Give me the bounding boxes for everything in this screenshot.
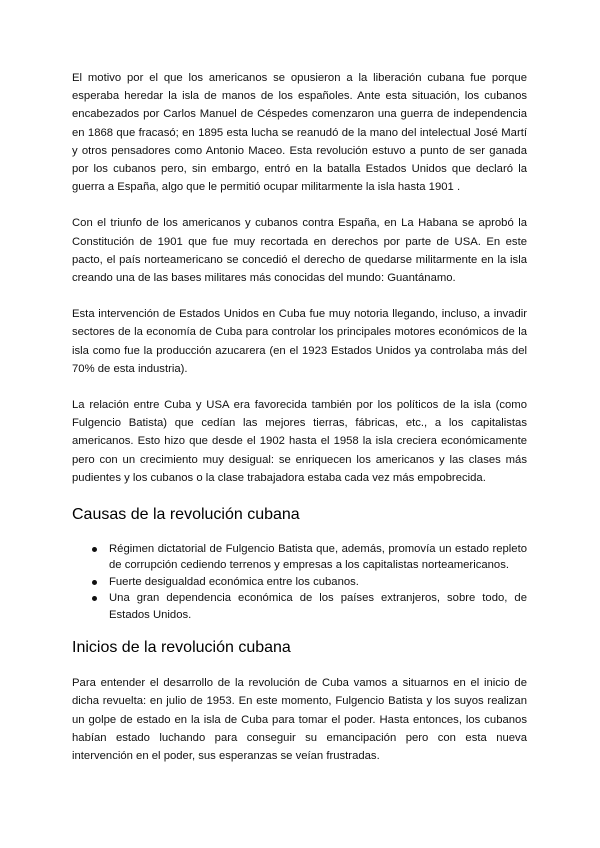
paragraph-cuba-usa-relation: La relación entre Cuba y USA era favorecida también por los políticos de la isla (como Fulgencio Batista) que cedían las mejores tierras, fábricas, etc., a los capitalistas americanos. Esto hizo que desde el 1902 hasta el 1958 la isla creciera económicamente pero con un crecimiento muy desigual: se enriquecen los americanos y las clases más pudientes y los cubanos o la clase trabajadora estaba cada vez más empobrecida.	[72, 399, 527, 484]
paragraph-inicios: Para entender el desarrollo de la revolución de Cuba vamos a situarnos en el inicio de dicha revuelta: en julio de 1953. En este momento, Fulgencio Batista y los suyos realizan un golpe de estado en la isla de Cuba para tomar el poder. Hasta entonces, los cubanos habían estado luchando para conseguir su emancipación pero con esta nueva intervención en el poder, sus esperanzas se veían frustradas.	[72, 677, 527, 762]
list-item	[96, 574, 527, 590]
list-item-text: Fuerte desigualdad económica entre los cubanos.	[109, 575, 359, 588]
list-item	[96, 590, 527, 623]
heading-causes: Causas de la revolución cubana	[72, 506, 300, 524]
document-page	[72, 69, 527, 765]
paragraph-constitution-1901: Con el triunfo de los americanos y cubanos contra España, en La Habana se aprobó la Constitución de 1901 que fue muy recortada en derechos por parte de USA. En este pacto, el país norteamericano se concedió el derecho de quedarse militarmente en la isla creando una de las bases militares más conocidas del mundo: Guantánamo.	[72, 217, 527, 285]
bullet-icon	[92, 547, 97, 552]
paragraph-us-intervention: Esta intervención de Estados Unidos en Cuba fue muy notoria llegando, incluso, a invadir sectores de la economía de Cuba para controlar los principales motores económicos de la isla como fue la producción azucarera (en el 1923 Estados Unidos ya controlaba más del 70% de esta industria).	[72, 308, 527, 375]
list-item-text: Régimen dictatorial de Fulgencio Batista que, además, promovía un estado repleto de corrupción cediendo terrenos y empresas a los capitalistas norteamericanos.	[109, 543, 527, 572]
bullet-icon	[92, 580, 97, 585]
heading-inicios: Inicios de la revolución cubana	[72, 639, 291, 657]
list-item	[96, 541, 527, 574]
bullet-icon	[92, 596, 97, 601]
paragraph-us-opposition: El motivo por el que los americanos se opusieron a la liberación cubana fue porque esperaba heredar la isla de manos de los españoles. Ante esta situación, los cubanos encabezados por Carlos Manuel de Céspedes comenzaron una guerra de independencia en 1868 que fracasó; en 1895 esta lucha se reanudó de la mano del intelectual José Martí y otros pensadores como Antonio Maceo. Esta revolución estuvo a punto de ser ganada por los cubanos pero, sin embargo, entró en la batalla Estados Unidos que declaró la guerra a España, algo que le permitió ocupar militarmente la isla hasta 1901 .	[72, 72, 527, 194]
causes-list	[72, 541, 527, 623]
list-item-text: Una gran dependencia económica de los países extranjeros, sobre todo, de Estados Unidos.	[109, 592, 527, 621]
